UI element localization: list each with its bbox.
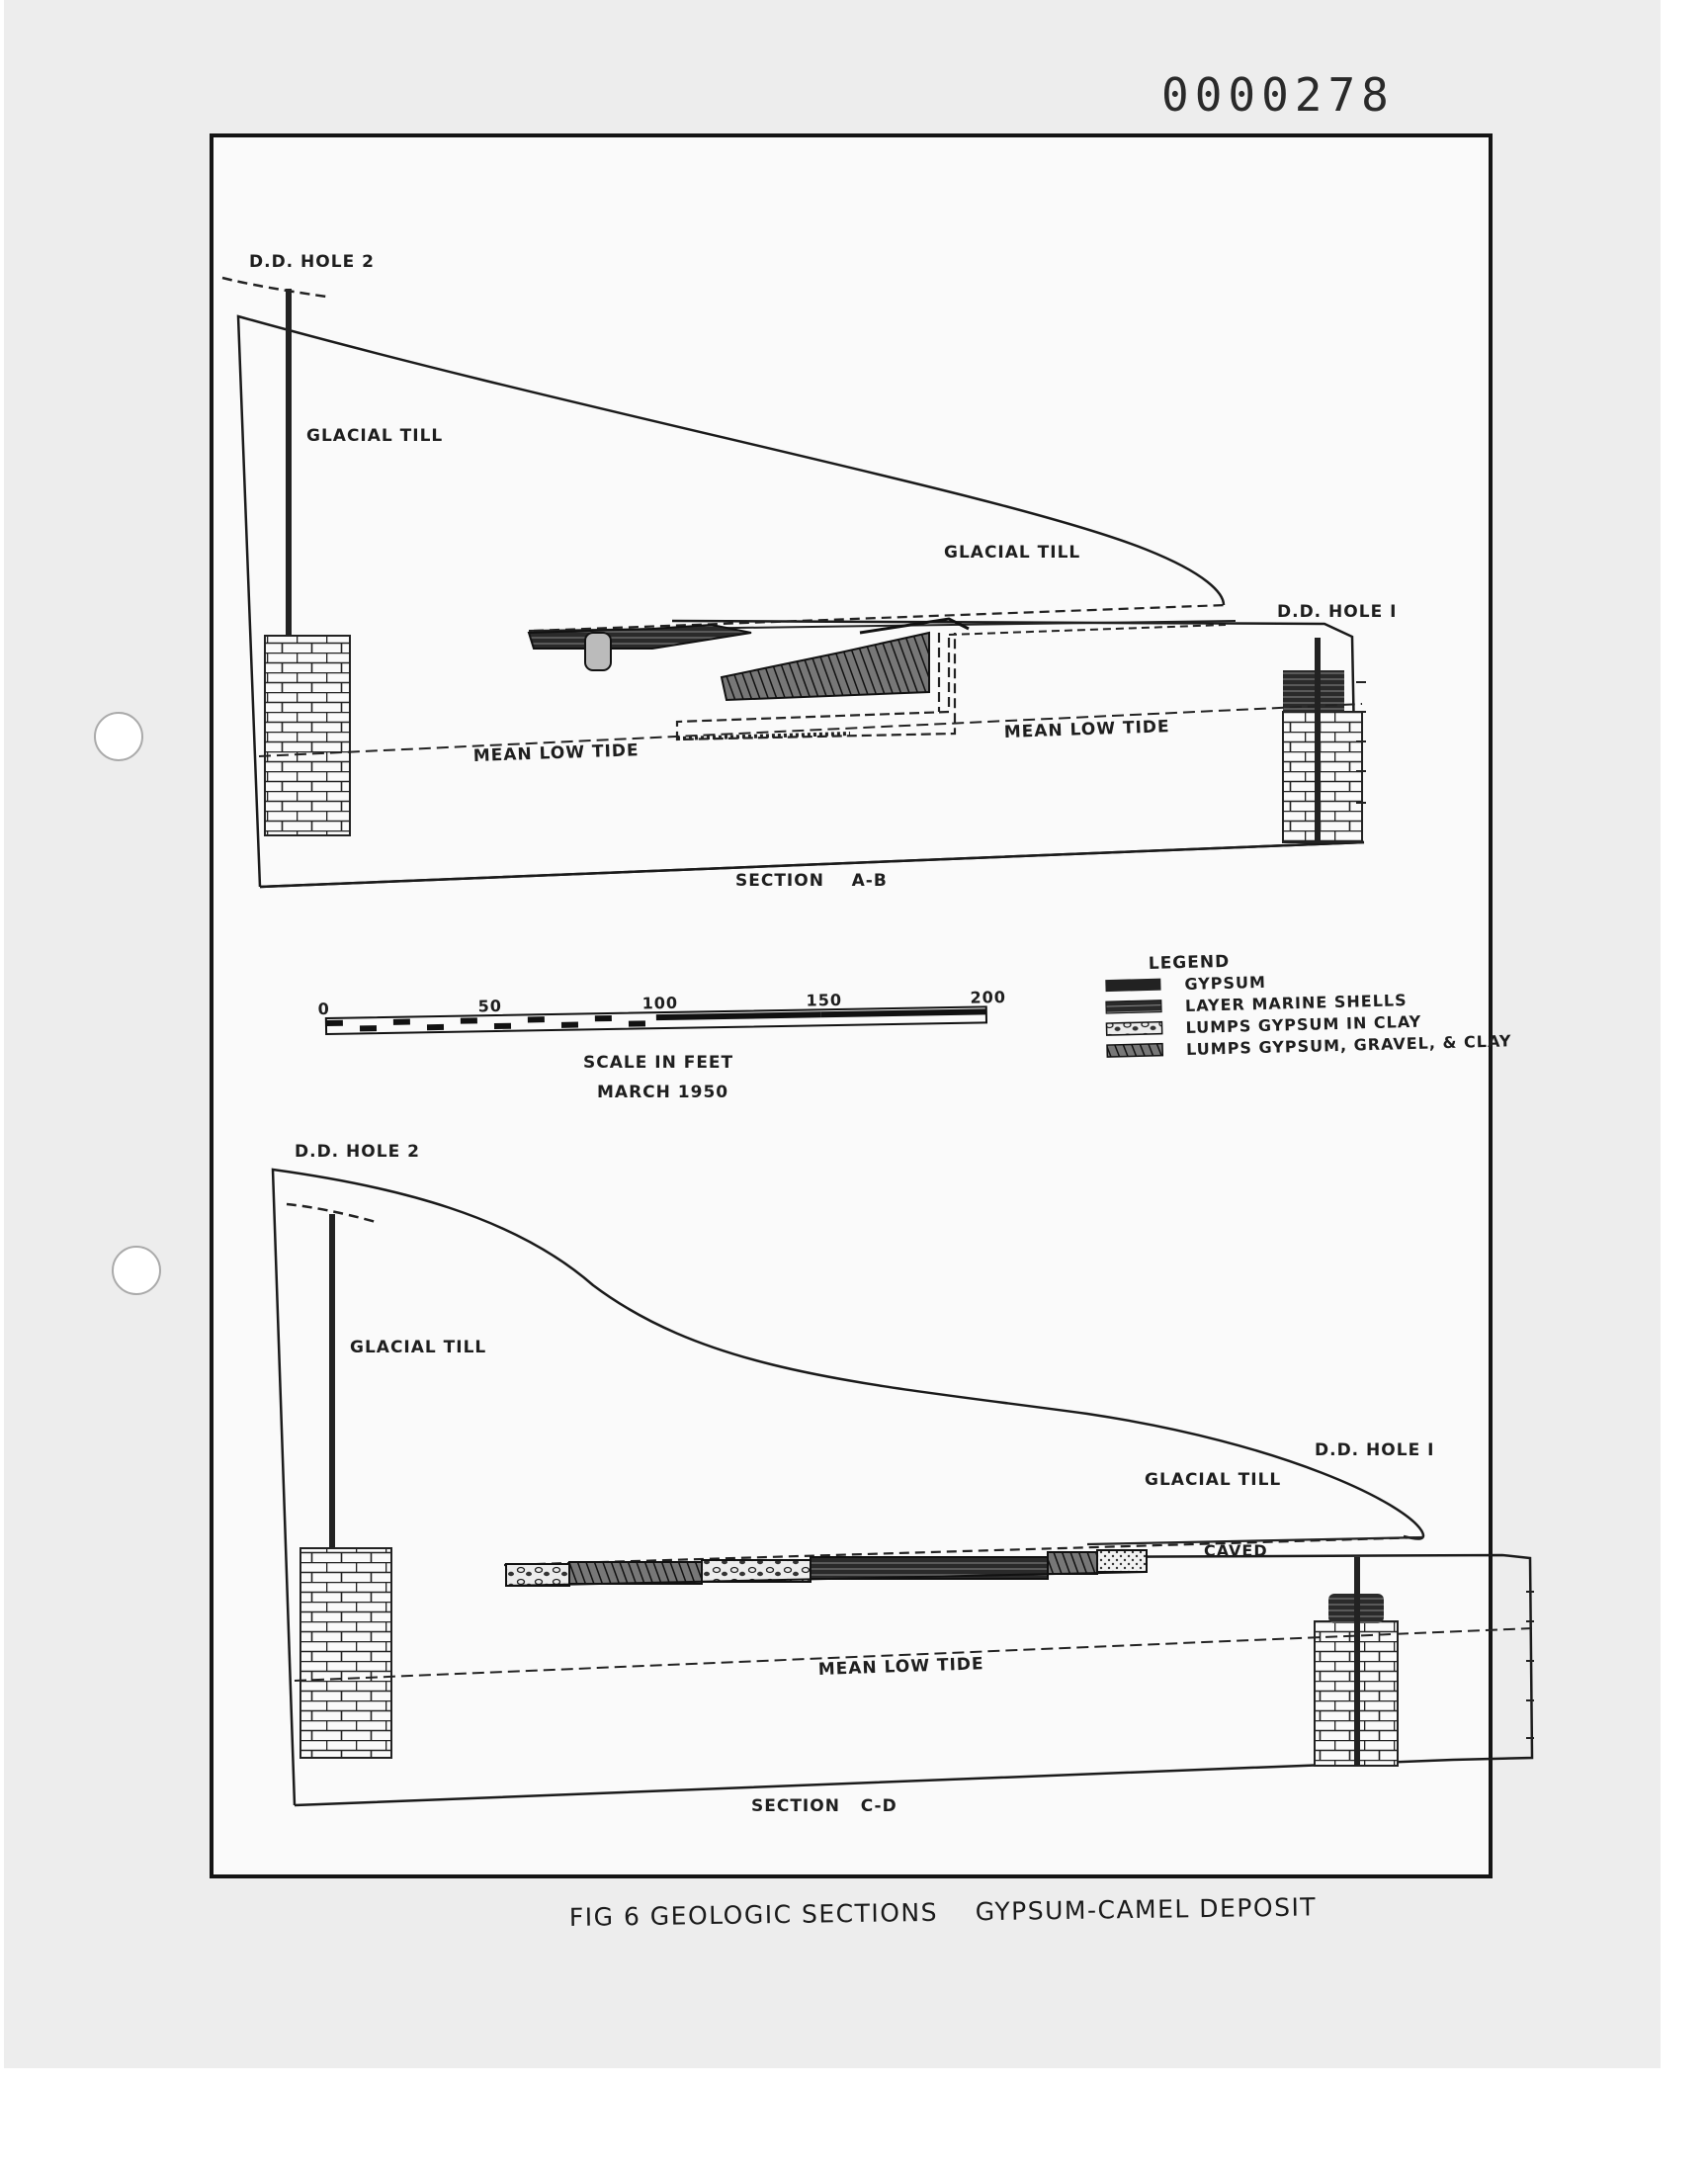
- scale-tick-50: 50: [477, 996, 503, 1016]
- section-ab-shells-lump: [585, 633, 611, 670]
- section-ab-glacial-till-label-2: GLACIAL TILL: [944, 543, 1081, 563]
- legend-swatch-gypsum-in-clay: [1106, 1022, 1161, 1035]
- scale-tick-0: 0: [317, 999, 330, 1019]
- section-ab-title: SECTION A-B: [735, 871, 888, 891]
- section-ab-dd-hole-1-label: D.D. HOLE I: [1277, 602, 1398, 622]
- legend-title: LEGEND: [1148, 951, 1231, 974]
- section-ab-mean-low-tide-label-1: MEAN LOW TIDE: [472, 740, 640, 766]
- section-ab-glacial-till-label-1: GLACIAL TILL: [306, 426, 444, 446]
- binder-hole-top: [95, 713, 142, 760]
- cd-band-gravel-left: [506, 1564, 569, 1586]
- section-cd-dd-hole-1-label: D.D. HOLE I: [1315, 1440, 1435, 1460]
- binder-hole-bottom: [113, 1247, 160, 1294]
- scale-tick-200: 200: [970, 987, 1007, 1007]
- dd-hole-2-bedrock: [265, 636, 350, 835]
- legend-swatch-marine-shells: [1106, 1000, 1161, 1013]
- scale-tick-100: 100: [641, 993, 679, 1013]
- section-ab-dd-hole-2-label: D.D. HOLE 2: [249, 252, 375, 272]
- scale-date: MARCH 1950: [597, 1083, 729, 1102]
- cd-band-dots: [1097, 1550, 1147, 1572]
- document-number: 0000278: [1161, 68, 1395, 122]
- legend-item-gypsum-gravel-clay: LUMPS GYPSUM, GRAVEL, & CLAY: [1185, 1031, 1512, 1059]
- scale-tick-150: 150: [806, 990, 843, 1010]
- dd-hole-1-bedrock: [1283, 712, 1362, 842]
- cd-band-gravel-mid: [702, 1560, 811, 1582]
- cd-band-shells-1: [569, 1562, 702, 1584]
- legend-item-marine-shells: LAYER MARINE SHELLS: [1184, 991, 1408, 1015]
- section-cd-mean-low-tide-label: MEAN LOW TIDE: [817, 1654, 984, 1680]
- cd-dd-hole-1-column: [1354, 1557, 1360, 1767]
- section-ab-mean-low-tide-label-2: MEAN LOW TIDE: [1003, 717, 1170, 742]
- section-cd-caved-label: CAVED: [1204, 1541, 1268, 1560]
- legend-item-gypsum: GYPSUM: [1184, 972, 1267, 994]
- section-cd-title: SECTION C-D: [751, 1796, 897, 1816]
- scale-label: SCALE IN FEET: [583, 1053, 734, 1073]
- legend-item-gypsum-in-clay: LUMPS GYPSUM IN CLAY: [1185, 1011, 1422, 1037]
- dd-hole-1-column: [1315, 638, 1321, 842]
- section-cd-dd-hole-2-label: D.D. HOLE 2: [295, 1142, 420, 1162]
- section-cd-glacial-till-label-1: GLACIAL TILL: [350, 1338, 487, 1357]
- cd-dd-hole-2-bedrock: [300, 1548, 391, 1758]
- cd-band-shells-2: [1048, 1552, 1097, 1574]
- legend-swatch-gypsum: [1105, 979, 1160, 992]
- figure-caption: FIG 6 GEOLOGIC SECTIONS GYPSUM-CAMEL DEPOSIT: [568, 1892, 1318, 1932]
- legend-swatch-gypsum-gravel-clay: [1107, 1044, 1162, 1057]
- section-cd-glacial-till-label-2: GLACIAL TILL: [1145, 1470, 1282, 1490]
